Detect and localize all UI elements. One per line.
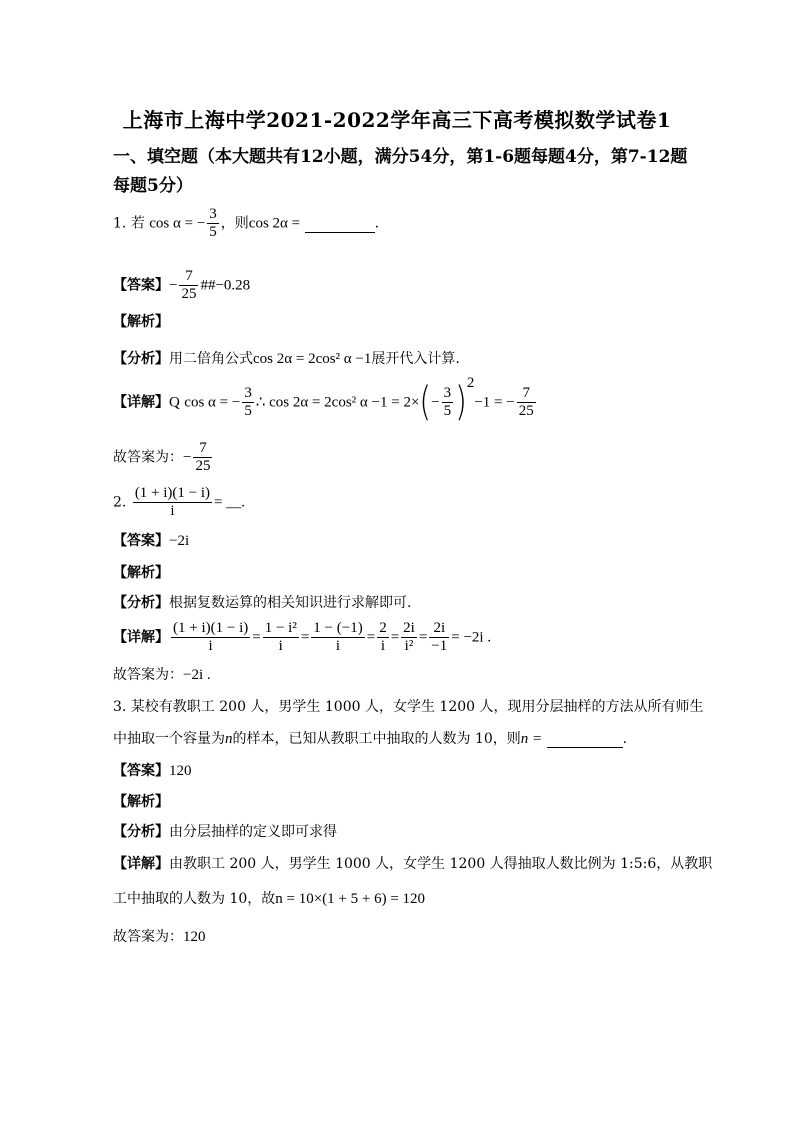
q2-number: 2.: [113, 494, 127, 511]
q3-question-line2: [113, 728, 627, 748]
left-paren: (: [419, 378, 432, 426]
q2-conclusion-label: 故答案为：: [113, 667, 183, 683]
q2-f6-num: 2i: [433, 620, 446, 636]
q1-final-sign: −: [183, 449, 192, 466]
q2-f3: [311, 620, 364, 655]
q2-f1: [171, 620, 250, 655]
q2-detail: 【详解】 $\frac{(1 + i)(1 - i)}{i}$ = $\frac{\text{1 − i²}}{i}$ = $\frac{1 - (-1)}{i}$ = $\frac{2}{i}$ = $\frac{2i}{\text{i²}}$ = $\frac{2i}{-1}$ = −2i .: [113, 620, 492, 654]
q1-answer: [113, 268, 250, 303]
q1-conclusion: [113, 440, 214, 475]
q3-fenxi: [113, 821, 337, 841]
q1-ask: cos 2α =: [248, 215, 301, 232]
q2-expr-num: (1 + i)(1 − i): [134, 485, 211, 501]
q2-f3-num: 1 − (−1): [313, 620, 363, 636]
q1-detail-lhs: cos α = −: [184, 394, 241, 411]
q2-detail-label: 【详解】: [113, 629, 169, 646]
q1-given-lhs: cos α = −: [149, 215, 206, 232]
q2-f5: [401, 620, 417, 655]
q2-expr-tail: = __.: [214, 494, 246, 511]
q2-f4-den: i: [377, 637, 389, 655]
q1-final-frac: [193, 440, 212, 475]
q3-answer: [113, 760, 192, 780]
q2-fenxi-label: 【分析】: [113, 595, 169, 611]
q2-fenxi-text: 根据复数运算的相关知识进行求解即可.: [169, 595, 412, 611]
q3-answer-blank: [547, 731, 623, 748]
q1-fenxi-pre: 用二倍角公式: [169, 351, 253, 367]
q2-f2: [263, 620, 299, 655]
q3-final: 120: [183, 929, 206, 945]
q1-text-pre: 若: [130, 215, 145, 232]
q1-detail-frac2: [442, 385, 454, 420]
q3-line2-eq: n =: [520, 731, 543, 747]
q3-detail-formula: n = 10×(1 + 5 + 6) = 120: [275, 891, 426, 907]
q1-detail-square: 2: [466, 374, 475, 391]
q3-fenxi-label: 【分析】: [113, 824, 169, 840]
q2-f2-num: 1 − i²: [264, 620, 297, 636]
q1-detail-frac3-den: 25: [518, 403, 534, 419]
q3-detail-line1: [113, 853, 712, 873]
q2-analysis: [113, 562, 169, 582]
q2-f1-num: (1 + i)(1 − i): [173, 620, 249, 636]
q2-expr-frac: [133, 485, 212, 520]
q1-final-den: 25: [195, 458, 211, 474]
q3-detail-label: 【详解】: [113, 856, 169, 872]
q2-answer: [113, 530, 189, 550]
q3-conclusion: [113, 926, 206, 946]
q3-question-line1: 3. 某校有教职工 200 人，男学生 1000 人，女学生 1200 人，现用分层抽样的方法从所有师生: [113, 699, 704, 715]
right-paren: ): [455, 378, 467, 426]
q3-analysis-label: 【解析】: [113, 794, 169, 810]
q1-detail: [113, 374, 538, 426]
q1-answer-blank: [305, 216, 375, 233]
q1-question: [113, 206, 379, 241]
q1-end: .: [374, 215, 380, 232]
q3-conclusion-label: 故答案为：: [113, 929, 183, 945]
q2-expr-den: i: [133, 502, 212, 520]
q1-detail-frac1-den: 5: [244, 403, 252, 419]
q1-fenxi-formula: cos 2α = 2cos² α −1: [253, 351, 372, 367]
q3-answer-label: 【答案】: [113, 763, 169, 779]
q3-fenxi-text: 由分层抽样的定义即可求得: [169, 824, 337, 840]
q2-answer-value: −2i: [169, 533, 190, 549]
q2-f6: [429, 620, 449, 655]
q1-detail-frac2-den: 5: [443, 403, 452, 419]
q3-analysis: [113, 791, 169, 811]
q3-detail-text2: 工中抽取的人数为 10，故: [113, 891, 276, 907]
q1-analysis-label: 【解析】: [113, 314, 169, 330]
q2-f4: [377, 620, 389, 655]
q1-text-mid: ，则: [220, 215, 249, 232]
q1-fenxi-label: 【分析】: [113, 351, 169, 367]
q1-detail-frac1: [242, 385, 254, 420]
q2-f6-den: −1: [431, 638, 448, 654]
q1-answer-den: 25: [181, 286, 197, 302]
q1-answer-num: 7: [185, 268, 193, 284]
q1-number: 1.: [113, 215, 127, 232]
q3-line2-post: 的样本，已知从教职工中抽取的人数为 10，则: [232, 731, 521, 747]
q2-final: −2i .: [183, 667, 211, 683]
q1-analysis: [113, 311, 169, 331]
q2-f5-num: 2i: [403, 620, 415, 636]
q1-fenxi: [113, 348, 460, 368]
q3-line2-end: .: [622, 731, 628, 747]
q1-given-den: 5: [209, 224, 217, 240]
q1-detail-q: Q: [169, 394, 180, 411]
q2-detail-end: = −2i .: [451, 629, 492, 646]
q1-final-num: 7: [199, 440, 207, 456]
q1-answer-sign: −: [169, 277, 178, 294]
section-heading: 一、填空题（本大题共有12小题，满分54分，第1-6题每题4分，第7-12题每题5分）: [113, 147, 688, 196]
q1-detail-label: 【详解】: [113, 394, 169, 411]
q2-f5-den: i²: [401, 637, 417, 655]
q1-detail-frac1-num: 3: [244, 385, 252, 401]
q2-question: [113, 485, 245, 520]
page-title: 上海市上海中学2021-2022学年高三下高考模拟数学试卷1: [122, 108, 672, 132]
q1-detail-mid: ∴ cos 2α = 2cos² α −1 = 2×: [255, 394, 420, 411]
q1-detail-frac3: [517, 385, 536, 420]
q1-detail-paren-neg: −: [431, 394, 440, 411]
q1-answer-alt: ##−0.28: [200, 277, 251, 294]
q2-answer-label: 【答案】: [113, 533, 169, 549]
q3-line2-pre: 中抽取一个容量为: [113, 731, 225, 747]
q2-f3-den: i: [311, 637, 364, 655]
q1-detail-frac2-num: 3: [443, 385, 452, 401]
q1-given-num: 3: [209, 206, 217, 222]
q3-answer-value: 120: [169, 763, 192, 779]
q2-fenxi: [113, 592, 411, 612]
q1-conclusion-label: 故答案为：: [113, 449, 183, 466]
q1-detail-frac3-num: 7: [522, 385, 530, 401]
q2-conclusion: [113, 664, 211, 684]
q1-detail-tail: −1 = −: [474, 394, 515, 411]
q2-f2-den: i: [263, 637, 299, 655]
q1-answer-frac: [179, 268, 198, 303]
q3-line2-var: n: [225, 731, 233, 747]
q1-answer-label: 【答案】: [113, 277, 169, 294]
q3-detail-line2: [113, 888, 425, 908]
q1-given-frac: [207, 206, 219, 241]
q2-f1-den: i: [171, 637, 250, 655]
q2-f4-num: 2: [379, 620, 387, 636]
q2-analysis-label: 【解析】: [113, 565, 169, 581]
q1-fenxi-post: 展开代入计算.: [371, 351, 460, 367]
q3-detail-text1: 由教职工 200 人，男学生 1000 人，女学生 1200 人得抽取人数比例为 1:5:6，从教职: [169, 856, 713, 872]
